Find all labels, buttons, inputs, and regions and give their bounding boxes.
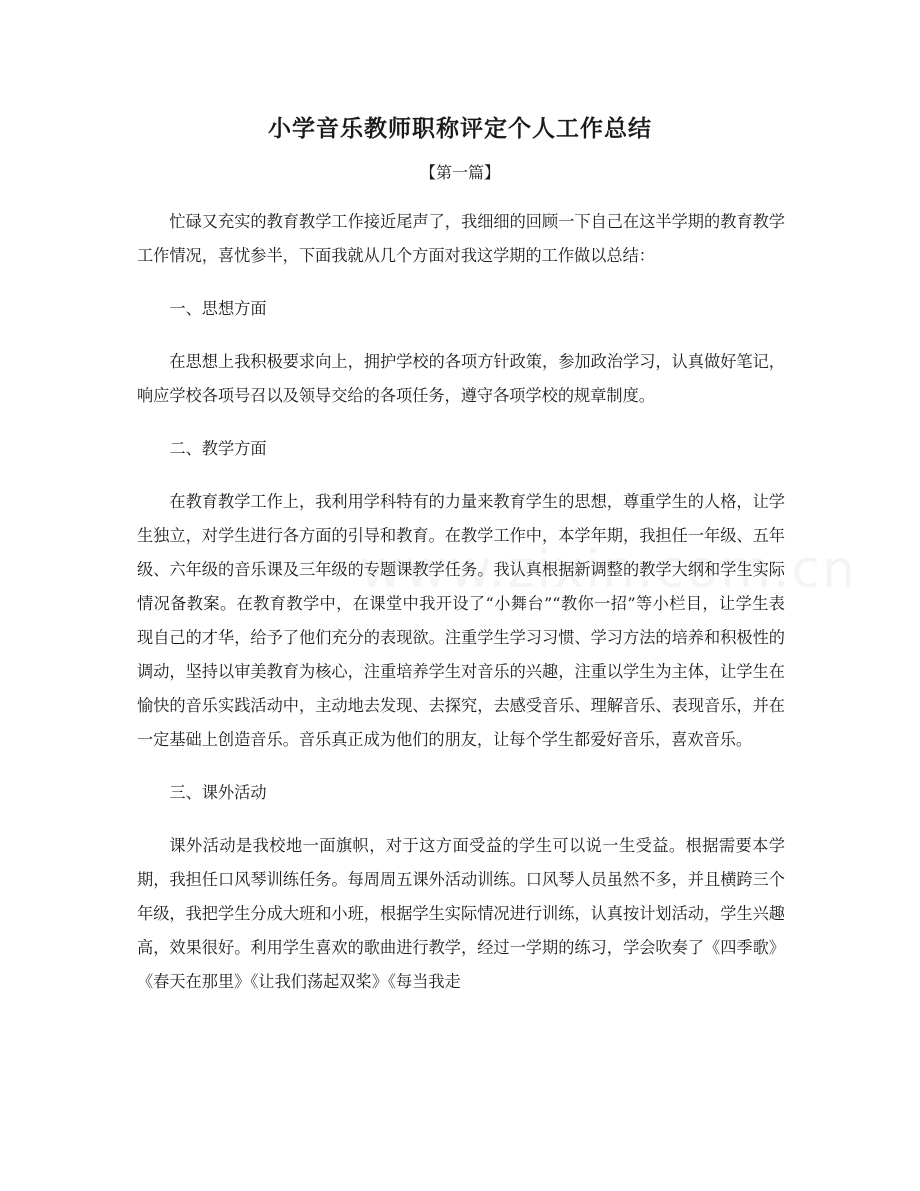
thought-paragraph: 在思想上我积极要求向上，拥护学校的各项方针政策，参加政治学习，认真做好笔记，响应学校各项号召以及领导交给的各项任务，遵守各项学校的规章制度。: [137, 352, 785, 405]
document-title: 小学音乐教师职称评定个人工作总结: [268, 115, 652, 142]
document-body: [137, 205, 785, 1018]
intro-paragraph: 忙碌又充实的教育教学工作接近尾声了，我细细的回顾一下自己在这半学期的教育教学工作情况，喜忧参半，下面我就从几个方面对我这学期的工作做以总结：: [137, 212, 785, 265]
section-heading-extracurricular: 三、课外活动: [169, 783, 267, 802]
extracurricular-paragraph: 课外活动是我校地一面旗帜，对于这方面受益的学生可以说一生受益。根据需要本学期，我担任口风琴训练任务。每周周五课外活动训练。口风琴人员虽然不多，并且横跨三个年级，我把学生分成大班和小班，根据学生实际情况进行训练，认真按计划活动，学生兴趣高，效果很好。利用学生喜欢的歌曲进行教学，经过一学期的练习，学会吹奏了《四季歌》《春天在那里》《让我们荡起双桨》《每当我走: [137, 836, 785, 991]
section-heading-thought: 一、思想方面: [169, 299, 267, 318]
section-heading-teaching: 二、教学方面: [169, 439, 267, 458]
document-subtitle: 【第一篇】: [419, 163, 500, 182]
teaching-paragraph: 在教育教学工作上，我利用学科特有的力量来教育学生的思想，尊重学生的人格，让学生独立，对学生进行各方面的引导和教育。在教学工作中，本学年期，我担任一年级、五年级、六年级的音乐课及三年级的专题课教学任务。我认真根据新调整的教学大纲和学生实际情况备教案。在教育教学中，在课堂中我开设了“小舞台”“教你一招”等小栏目，让学生表现自己的才华，给予了他们充分的表现欲。注重学生学习习惯、学习方法的培养和积极性的调动，坚持以审美教育为核心，注重培养学生对音乐的兴趣，注重以学生为主体，让学生在愉快的音乐实践活动中，主动地去发现、去探究，去感受音乐、理解音乐、表现音乐，并在一定基础上创造音乐。音乐真正成为他们的朋友，让每个学生都爱好音乐，喜欢音乐。: [137, 492, 785, 749]
